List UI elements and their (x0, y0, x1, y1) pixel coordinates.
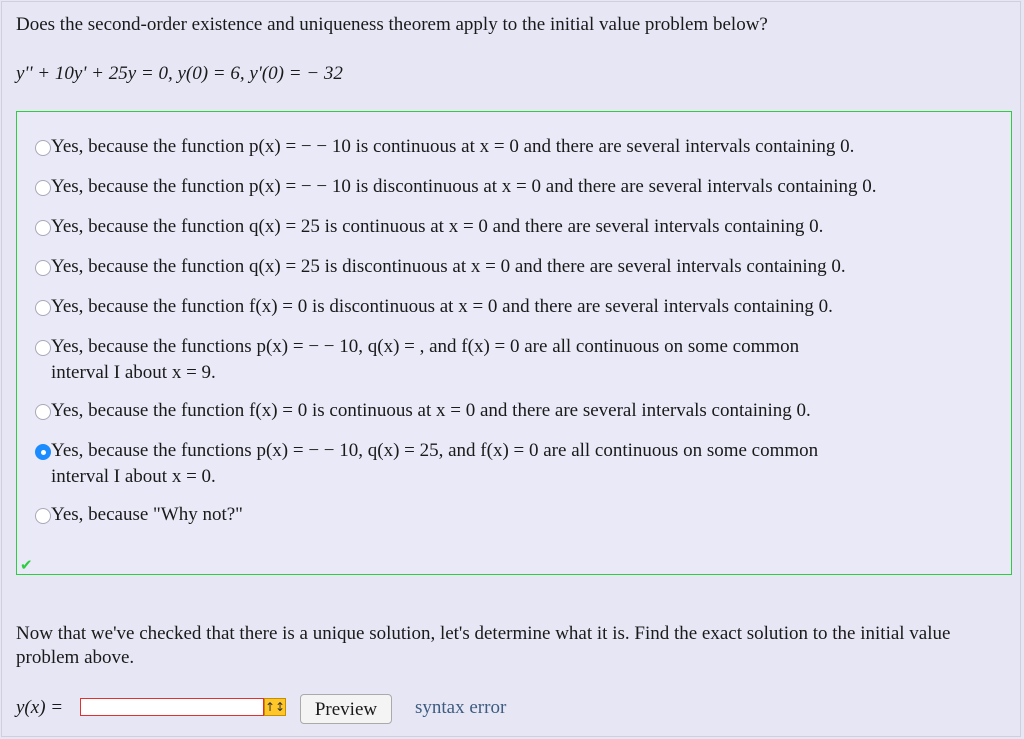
equation-editor-icon[interactable]: ↑↕ (265, 700, 286, 714)
radio-button[interactable] (35, 180, 51, 196)
choice-label: Yes, because the function q(x) = 25 is continuous at x = 0 and there are several intervals containing 0. (51, 216, 824, 237)
answer-choices-box (16, 111, 1012, 575)
choice-label-continued: interval I about x = 9. (51, 362, 216, 383)
correct-check-icon: ✔ (20, 556, 33, 574)
radio-button[interactable] (35, 260, 51, 276)
radio-button[interactable] (35, 340, 51, 356)
choice-7[interactable] (51, 398, 811, 424)
choice-2[interactable] (51, 174, 877, 200)
choice-4[interactable] (51, 254, 846, 280)
choice-label: Yes, because the function p(x) = − − 10 is continuous at x = 0 and there are several intervals containing 0. (51, 136, 855, 157)
radio-button[interactable] (35, 300, 51, 316)
choice-label: Yes, because the function f(x) = 0 is continuous at x = 0 and there are several intervals containing 0. (51, 400, 811, 421)
radio-button[interactable] (35, 404, 51, 420)
radio-button[interactable] (35, 220, 51, 236)
ivp-equation: y'' + 10y' + 25y = 0, y(0) = 6, y'(0) = − 32 (16, 63, 343, 84)
choice-5[interactable] (51, 294, 833, 320)
choice-label: Yes, because the functions p(x) = − − 10, q(x) = , and f(x) = 0 are all continuous on some common (51, 336, 800, 357)
choice-label-continued: interval I about x = 0. (51, 466, 216, 487)
second-question-prompt: Now that we've checked that there is a unique solution, let's determine what it is. Find the exact solution to the initial value problem above. (16, 623, 951, 668)
choice-label: Yes, because the function f(x) = 0 is discontinuous at x = 0 and there are several intervals containing 0. (51, 296, 833, 317)
choice-label: Yes, because the function p(x) = − − 10 is discontinuous at x = 0 and there are several intervals containing 0. (51, 176, 877, 197)
choice-1[interactable] (51, 134, 854, 160)
choice-8[interactable] (51, 438, 818, 490)
choice-label: Yes, because "Why not?" (51, 504, 243, 525)
problem-panel (1, 1, 1021, 737)
choice-9[interactable] (51, 502, 243, 528)
choice-label: Yes, because the functions p(x) = − − 10, q(x) = 25, and f(x) = 0 are all continuous on some common (51, 440, 819, 461)
preview-button[interactable]: Preview (300, 694, 392, 724)
radio-button-selected[interactable] (35, 444, 51, 460)
radio-button[interactable] (35, 508, 51, 524)
choice-6[interactable] (51, 334, 799, 386)
answer-input[interactable] (80, 698, 264, 716)
choice-3[interactable] (51, 214, 823, 240)
question-prompt: Does the second-order existence and uniqueness theorem apply to the initial value problem below? (16, 14, 768, 35)
answer-label: y(x) = (16, 697, 64, 718)
radio-button[interactable] (35, 140, 51, 156)
choice-label: Yes, because the function q(x) = 25 is discontinuous at x = 0 and there are several intervals containing 0. (51, 256, 846, 277)
syntax-error-message: syntax error (415, 697, 507, 718)
